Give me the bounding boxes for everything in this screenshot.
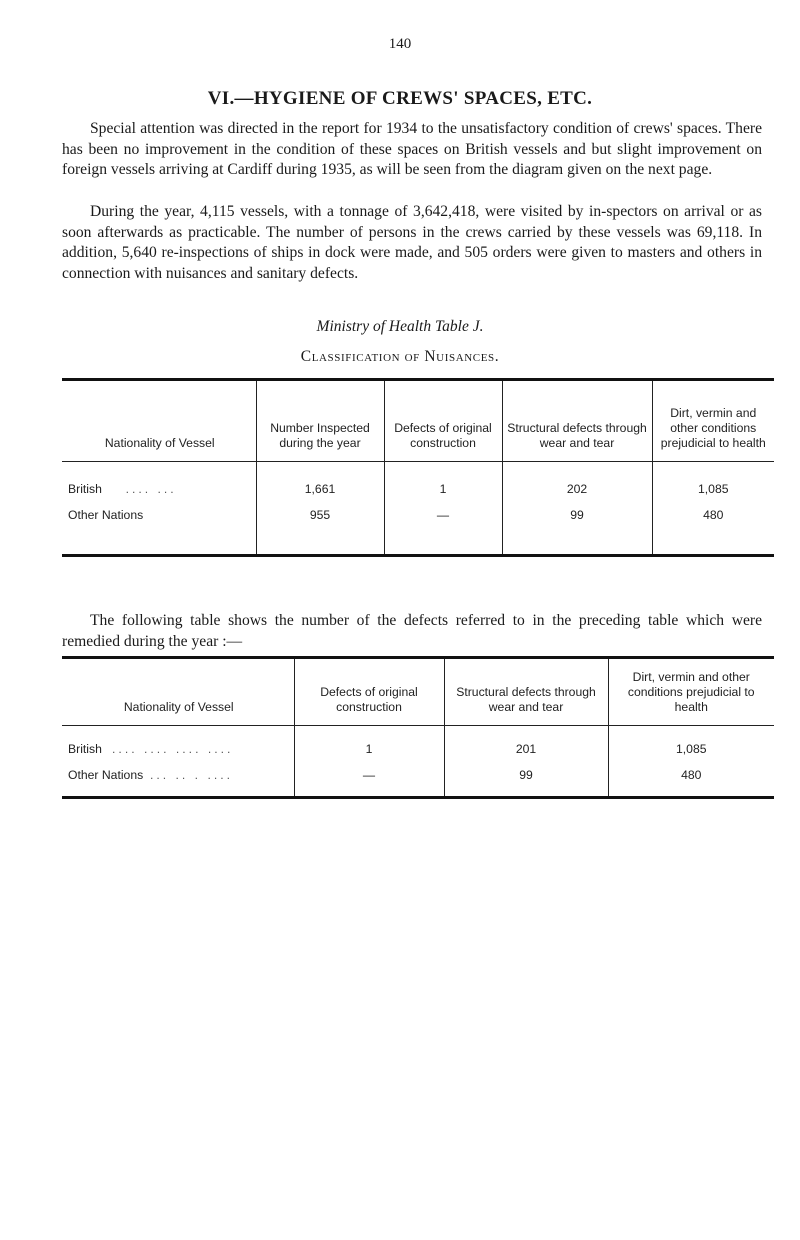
cell-dirt: 480 (652, 502, 774, 556)
paragraph-1-text: Special attention was directed in the report for 1934 to the unsatisfactory condition of crews' spaces. There has been no improvement in the condition of these spaces on British vessels and but slight improvement on foreign vessels arriving at Cardiff during 1935, as will be seen from the diagram given on the next page. (62, 120, 762, 179)
col-header-nationality: Nationality of Vessel (62, 658, 294, 726)
remedied-defects-table (62, 656, 774, 799)
row-nationality (62, 462, 256, 503)
col-header-dirt-vermin: Dirt, vermin and other conditions prejudicial to health (608, 658, 774, 726)
row-nationality-label: British (68, 742, 102, 756)
paragraph-2-text: During the year, 4,115 vessels, with a tonnage of 3,642,418, were visited by in-spectors on arrival or as soon afterwards as practicable. The number of persons in the crews carried by these vessels was 69,118. In addition, 5,640 re-inspections of ships in dock were made, and 505 orders were given to masters and others in connection with nuisances and sanitary defects. (62, 203, 762, 282)
section-heading: VI.—HYGIENE OF CREWS' SPACES, ETC. (207, 88, 593, 109)
nuisances-table (62, 378, 774, 557)
paragraph-3 (62, 611, 762, 652)
table-row (62, 762, 774, 798)
row-nationality (62, 762, 294, 798)
paragraph-2 (62, 202, 762, 284)
cell-original: — (294, 762, 444, 798)
row-nationality (62, 726, 294, 763)
leader-dots: .... .... .... .... (112, 742, 234, 756)
cell-dirt: 1,085 (608, 726, 774, 763)
table-title: Classification of Nuisances. (300, 348, 500, 365)
table-row (62, 726, 774, 763)
table-header-row (62, 380, 774, 462)
col-header-inspected: Number Inspected during the year (256, 380, 384, 462)
cell-structural: 202 (502, 462, 652, 503)
cell-structural: 201 (444, 726, 608, 763)
cell-original: 1 (294, 726, 444, 763)
col-header-original-defects: Defects of original construction (384, 380, 502, 462)
table-row (62, 462, 774, 503)
cell-original: — (384, 502, 502, 556)
cell-structural: 99 (502, 502, 652, 556)
table-caption: Ministry of Health Table J. (316, 318, 484, 335)
leader-dots: .... ... (125, 482, 177, 496)
cell-inspected: 1,661 (256, 462, 384, 503)
cell-dirt: 480 (608, 762, 774, 798)
row-nationality (62, 502, 256, 556)
cell-original: 1 (384, 462, 502, 503)
col-header-structural-defects: Structural defects through wear and tear (502, 380, 652, 462)
page-number: 140 (388, 36, 412, 52)
col-header-original-defects: Defects of original construction (294, 658, 444, 726)
col-header-structural-defects: Structural defects through wear and tear (444, 658, 608, 726)
row-nationality-label: Other Nations (68, 768, 144, 782)
row-nationality-label: Other Nations (68, 508, 144, 522)
leader-dots: ... .. . .... (149, 768, 234, 782)
cell-inspected: 955 (256, 502, 384, 556)
col-header-dirt-vermin: Dirt, vermin and other conditions prejudicial to health (652, 380, 774, 462)
col-header-nationality: Nationality of Vessel (62, 380, 256, 462)
cell-structural: 99 (444, 762, 608, 798)
table-header-row (62, 658, 774, 726)
table-row (62, 502, 774, 556)
paragraph-1 (62, 119, 762, 181)
paragraph-3-text: The following table shows the number of the defects referred to in the preceding table which were remedied during the year :— (62, 612, 762, 650)
cell-dirt: 1,085 (652, 462, 774, 503)
row-nationality-label: British (68, 482, 102, 496)
